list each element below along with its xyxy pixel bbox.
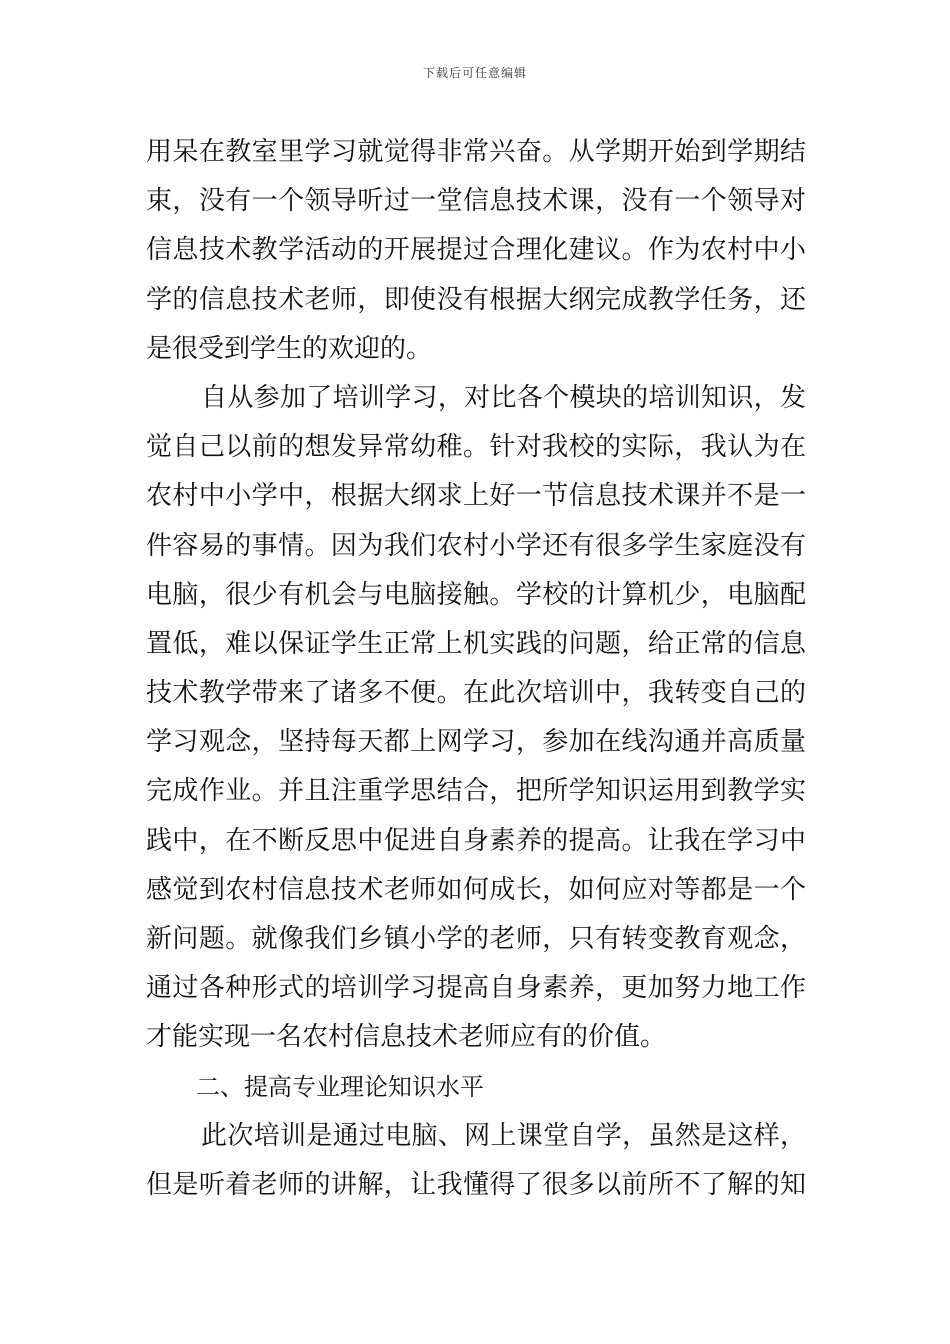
document-body	[146, 128, 806, 1210]
text-line: 用呆在教室里学习就觉得非常兴奋。从学期开始到学期结	[146, 137, 806, 167]
paragraph-first-line: 自从参加了培训学习，对比各个模块的培训知识，发	[201, 382, 806, 413]
section-heading: 二、提高专业理论知识水平	[196, 1072, 484, 1101]
text-line: 信息技术教学活动的开展提过合理化建议。作为农村中小	[146, 235, 806, 266]
text-line: 但是听着老师的讲解，让我懂得了很多以前所不了解的知	[146, 1169, 806, 1200]
text-line: 才能实现一名农村信息技术老师应有的价值。	[146, 1022, 667, 1053]
text-line: 新问题。就像我们乡镇小学的老师，只有转变教育观念，	[146, 924, 806, 954]
text-line: 束，没有一个领导听过一堂信息技术课，没有一个领导对	[146, 186, 806, 217]
paragraph-first-line: 此次培训是通过电脑、网上课堂自学，虽然是这样，	[201, 1120, 806, 1151]
text-line: 农村中小学中，根据大纲求上好一节信息技术课并不是一	[146, 481, 806, 512]
text-line: 完成作业。并且注重学思结合，把所学知识运用到教学实	[146, 776, 806, 807]
page-header: 下载后可任意编辑	[422, 66, 527, 80]
text-line: 置低，难以保证学生正常上机实践的问题，给正常的信息	[146, 628, 806, 659]
text-line: 践中，在不断反思中促进自身素养的提高。让我在学习中	[146, 825, 806, 856]
text-line: 是很受到学生的欢迎的。	[146, 333, 433, 364]
text-line: 学习观念，坚持每天都上网学习，参加在线沟通并高质量	[146, 727, 806, 758]
text-line: 技术教学带来了诸多不便。在此次培训中，我转变自己的	[146, 678, 806, 709]
text-line: 件容易的事情。因为我们农村小学还有很多学生家庭没有	[146, 530, 806, 561]
text-line: 感觉到农村信息技术老师如何成长，如何应对等都是一个	[146, 874, 806, 905]
text-line: 觉自己以前的想发异常幼稚。针对我校的实际，我认为在	[146, 432, 806, 463]
text-line: 通过各种形式的培训学习提高自身素养，更加努力地工作	[146, 973, 806, 1004]
text-line: 学的信息技术老师，即使没有根据大纲完成教学任务，还	[146, 284, 806, 315]
text-line: 电脑，很少有机会与电脑接触。学校的计算机少，电脑配	[146, 579, 806, 610]
